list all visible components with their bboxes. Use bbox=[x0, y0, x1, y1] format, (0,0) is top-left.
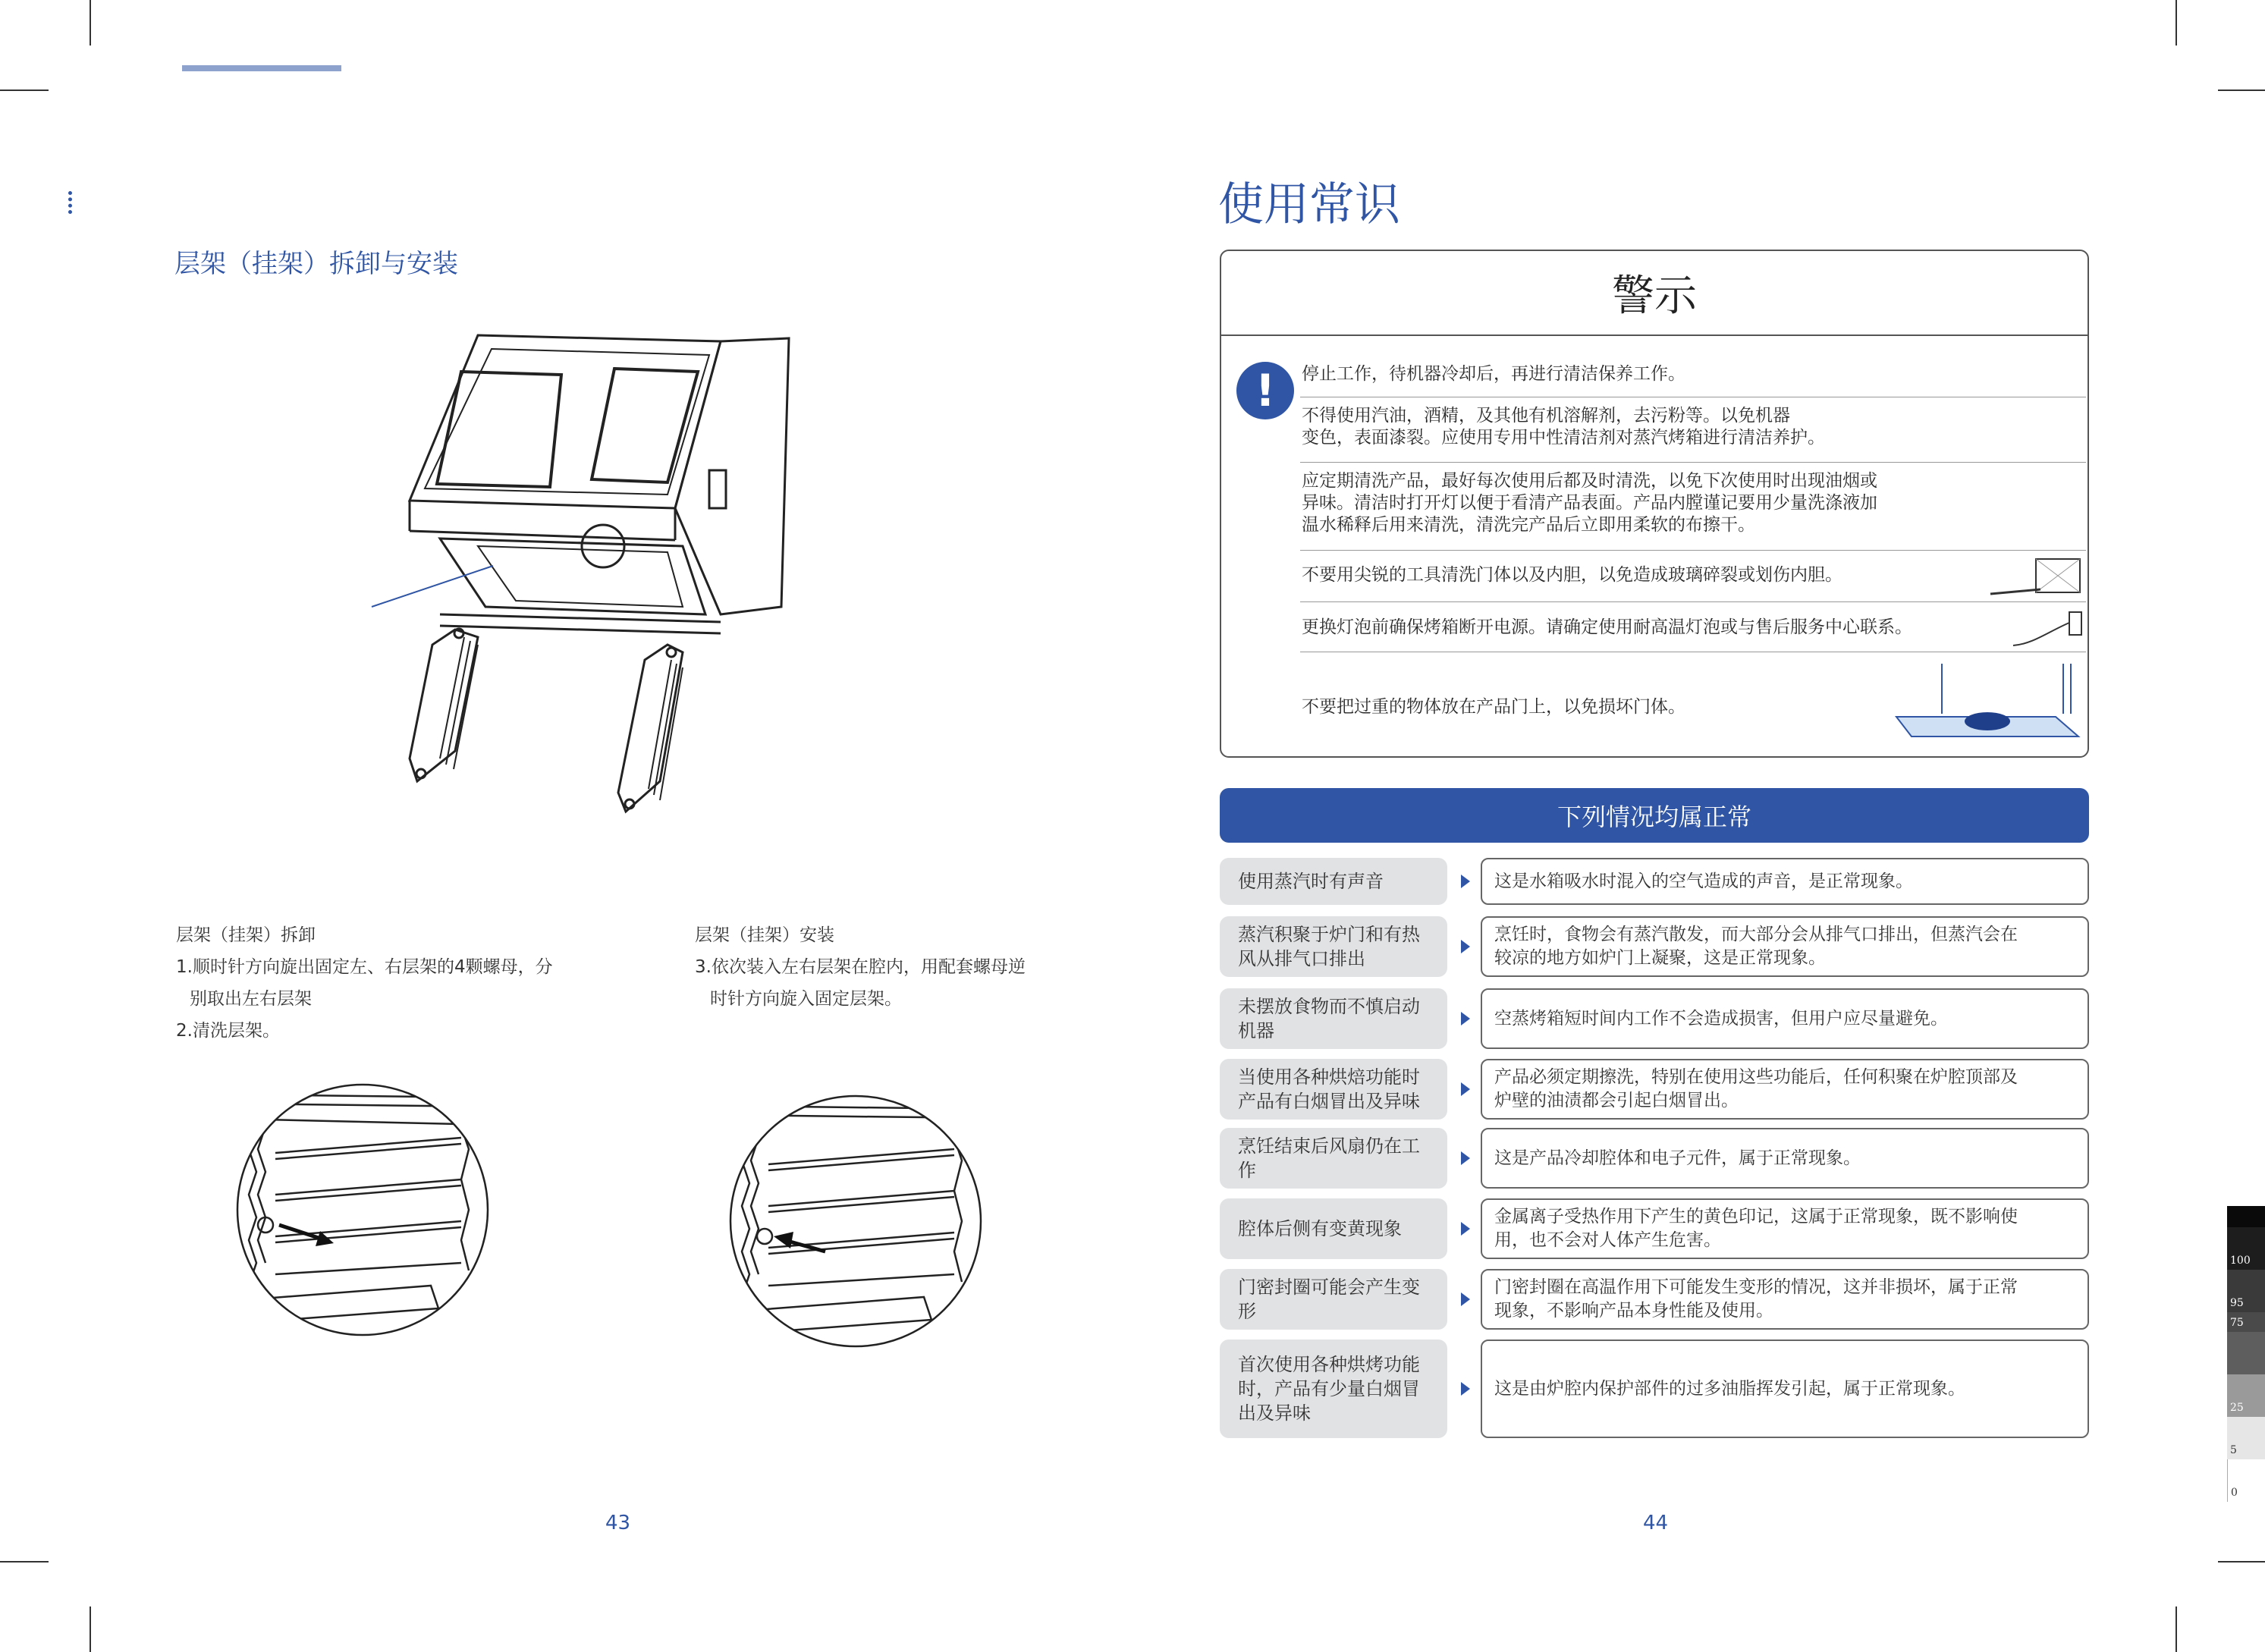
scraper-glass-icon bbox=[1987, 554, 2083, 600]
warning-item: 温水稀释后用来清洗，清洗完产品后立即用柔软的布擦干。 bbox=[1302, 515, 1755, 535]
color-swatch bbox=[2227, 1312, 2265, 1332]
condition-line: 腔体后侧有变黄现象 bbox=[1238, 1218, 1402, 1239]
description-line: 金属离子受热作用下产生的黄色印记，这属于正常现象，既不影响使 bbox=[1494, 1207, 2018, 1226]
condition-line: 首次使用各种烘烤功能 bbox=[1238, 1354, 1420, 1375]
swatch-label: 100 bbox=[2230, 1255, 2251, 1267]
condition-line: 机器 bbox=[1238, 1020, 1274, 1041]
description-line: 这是水箱吸水时混入的空气造成的声音，是正常现象。 bbox=[1494, 871, 1913, 891]
swatch-label: 5 bbox=[2230, 1444, 2237, 1456]
arrow-right-icon bbox=[1461, 1012, 1470, 1025]
condition-line: 蒸汽积聚于炉门和有热 bbox=[1238, 924, 1420, 945]
condition-line: 未摆放食物而不慎启动 bbox=[1238, 996, 1420, 1017]
oven-rack-illustration bbox=[364, 326, 804, 834]
description-cell bbox=[1481, 988, 2089, 1049]
crop-mark bbox=[90, 0, 91, 46]
crop-mark bbox=[0, 90, 49, 91]
condition-cell bbox=[1220, 1128, 1447, 1189]
page-number-right: 44 bbox=[1643, 1512, 1669, 1534]
color-swatch bbox=[2227, 1459, 2265, 1502]
normal-row bbox=[1220, 916, 2089, 977]
description-cell bbox=[1481, 1269, 2089, 1330]
condition-line: 烹饪结束后风扇仍在工 bbox=[1238, 1135, 1420, 1157]
normal-row bbox=[1220, 1198, 2089, 1259]
condition-cell bbox=[1220, 858, 1447, 905]
warning-heading: 警示 bbox=[1221, 251, 2088, 336]
page-title: 使用常识 bbox=[1218, 178, 1400, 231]
description-line: 现象，不影响产品本身性能及使用。 bbox=[1494, 1301, 1773, 1321]
divider bbox=[1300, 462, 2086, 463]
warning-item: 变色，表面漆裂。应使用专用中性清洁剂对蒸汽烤箱进行清洁养护。 bbox=[1302, 428, 1825, 448]
description-line: 产品必须定期擦洗，特别在使用这些功能后，任何积聚在炉腔顶部及 bbox=[1494, 1067, 2018, 1087]
description-cell bbox=[1481, 1128, 2089, 1189]
cut-colon-fragment bbox=[68, 191, 76, 214]
warning-item: 停止工作，待机器冷却后，再进行清洁保养工作。 bbox=[1302, 364, 1685, 384]
arrow-right-icon bbox=[1461, 1382, 1470, 1396]
page-number-left: 43 bbox=[605, 1512, 631, 1534]
install-steps bbox=[695, 919, 1120, 1015]
normal-row bbox=[1220, 1340, 2089, 1438]
condition-line: 产品有白烟冒出及异味 bbox=[1238, 1091, 1420, 1112]
divider bbox=[1300, 601, 2086, 602]
cut-header-fragment bbox=[182, 65, 341, 71]
condition-line: 门密封圈可能会产生变 bbox=[1238, 1277, 1420, 1298]
warning-item: 应定期清洗产品，最好每次使用后都及时清洗，以免下次使用时出现油烟或 bbox=[1302, 471, 1877, 491]
color-swatch bbox=[2227, 1374, 2265, 1417]
normal-row bbox=[1220, 1059, 2089, 1120]
description-cell bbox=[1481, 916, 2089, 977]
warning-item: 异味。清洁时打开灯以便于看清产品表面。产品内膛谨记要用少量洗涤液加 bbox=[1302, 493, 1877, 513]
arrow-right-icon bbox=[1461, 940, 1470, 953]
description-line: 烹饪时，食物会有蒸汽散发，而大部分会从排气口排出，但蒸汽会在 bbox=[1494, 925, 2018, 944]
crop-mark bbox=[2218, 1561, 2265, 1562]
exclamation-icon: ! bbox=[1236, 362, 1294, 419]
install-detail-illustration bbox=[727, 1092, 985, 1350]
warning-item: 不得使用汽油，酒精，及其他有机溶解剂，去污粉等。以免机器 bbox=[1302, 406, 1790, 426]
color-swatch bbox=[2227, 1270, 2265, 1312]
color-swatch bbox=[2227, 1417, 2265, 1459]
color-swatch bbox=[2227, 1332, 2265, 1374]
condition-line: 作 bbox=[1238, 1160, 1256, 1181]
removal-step1-line1: 1.顺时针方向旋出固定左、右层架的4颗螺母，分 bbox=[176, 957, 553, 977]
swatch-label: 95 bbox=[2230, 1297, 2244, 1309]
swatch-label: 75 bbox=[2230, 1317, 2244, 1329]
description-cell bbox=[1481, 858, 2089, 905]
arrow-right-icon bbox=[1461, 1082, 1470, 1096]
oven-door-weight-icon bbox=[1889, 661, 2086, 744]
normal-row bbox=[1220, 1128, 2089, 1189]
normal-cases-heading: 下列情况均属正常 bbox=[1220, 788, 2089, 843]
removal-heading: 层架（挂架）拆卸 bbox=[176, 925, 316, 945]
swatch-label: 25 bbox=[2230, 1402, 2244, 1414]
removal-detail-illustration bbox=[234, 1081, 492, 1339]
arrow-right-icon bbox=[1461, 1151, 1470, 1165]
description-cell bbox=[1481, 1059, 2089, 1120]
arrow-right-icon bbox=[1461, 875, 1470, 888]
arrow-right-icon bbox=[1461, 1222, 1470, 1236]
crop-mark bbox=[2175, 0, 2177, 46]
condition-line: 当使用各种烘焙功能时 bbox=[1238, 1066, 1420, 1088]
description-line: 空蒸烤箱短时间内工作不会造成损害，但用户应尽量避免。 bbox=[1494, 1008, 1948, 1029]
condition-line: 使用蒸汽时有声音 bbox=[1238, 871, 1384, 892]
install-step3-line2: 时针方向旋入固定层架。 bbox=[710, 989, 902, 1009]
normal-row bbox=[1220, 988, 2089, 1049]
condition-line: 风从排气口排出 bbox=[1238, 948, 1365, 969]
description-line: 较凉的地方如炉门上凝聚，这是正常现象。 bbox=[1494, 948, 1826, 968]
condition-line: 时，产品有少量白烟冒 bbox=[1238, 1378, 1420, 1399]
crop-mark bbox=[0, 1561, 49, 1562]
condition-line: 出及异味 bbox=[1238, 1402, 1311, 1424]
install-heading: 层架（挂架）安装 bbox=[695, 925, 834, 945]
arrow-right-icon bbox=[1461, 1292, 1470, 1306]
power-plug-icon bbox=[2010, 609, 2086, 652]
install-step3-line1: 3.依次装入左右层架在腔内，用配套螺母逆 bbox=[695, 957, 1026, 977]
condition-cell bbox=[1220, 1340, 1447, 1438]
description-cell bbox=[1481, 1340, 2089, 1438]
crop-mark bbox=[90, 1606, 91, 1652]
removal-step1-line2: 别取出左右层架 bbox=[190, 989, 312, 1009]
condition-cell bbox=[1220, 1059, 1447, 1120]
description-line: 这是由炉腔内保护部件的过多油脂挥发引起，属于正常现象。 bbox=[1494, 1378, 1965, 1399]
condition-line: 形 bbox=[1238, 1301, 1256, 1322]
color-swatch bbox=[2227, 1206, 2265, 1227]
normal-row bbox=[1220, 858, 2089, 905]
description-line: 炉壁的油渍都会引起白烟冒出。 bbox=[1494, 1091, 1739, 1110]
condition-cell bbox=[1220, 1269, 1447, 1330]
description-line: 这是产品冷却腔体和电子元件，属于正常现象。 bbox=[1494, 1148, 1861, 1168]
description-line: 用，也不会对人体产生危害。 bbox=[1494, 1230, 1721, 1250]
warning-box bbox=[1220, 250, 2089, 758]
normal-row bbox=[1220, 1269, 2089, 1330]
crop-mark bbox=[2218, 90, 2265, 91]
color-swatch bbox=[2227, 1227, 2265, 1270]
section-title: 层架（挂架）拆卸与安装 bbox=[174, 249, 458, 279]
divider bbox=[1300, 550, 2086, 551]
warning-item: 不要把过重的物体放在产品门上，以免损坏门体。 bbox=[1302, 697, 1685, 717]
condition-cell bbox=[1220, 916, 1447, 977]
warning-item: 更换灯泡前确保烤箱断开电源。请确定使用耐高温灯泡或与售后服务中心联系。 bbox=[1302, 617, 1912, 637]
swatch-label: 0 bbox=[2231, 1487, 2238, 1499]
description-cell bbox=[1481, 1198, 2089, 1259]
crop-mark bbox=[2175, 1606, 2177, 1652]
condition-cell bbox=[1220, 988, 1447, 1049]
removal-step2: 2.清洗层架。 bbox=[176, 1021, 280, 1041]
removal-steps bbox=[176, 919, 601, 1047]
condition-cell bbox=[1220, 1198, 1447, 1259]
description-line: 门密封圈在高温作用下可能发生变形的情况，这并非损坏，属于正常 bbox=[1494, 1277, 2018, 1297]
warning-item: 不要用尖锐的工具清洗门体以及内胆，以免造成玻璃碎裂或划伤内胆。 bbox=[1302, 565, 1842, 585]
